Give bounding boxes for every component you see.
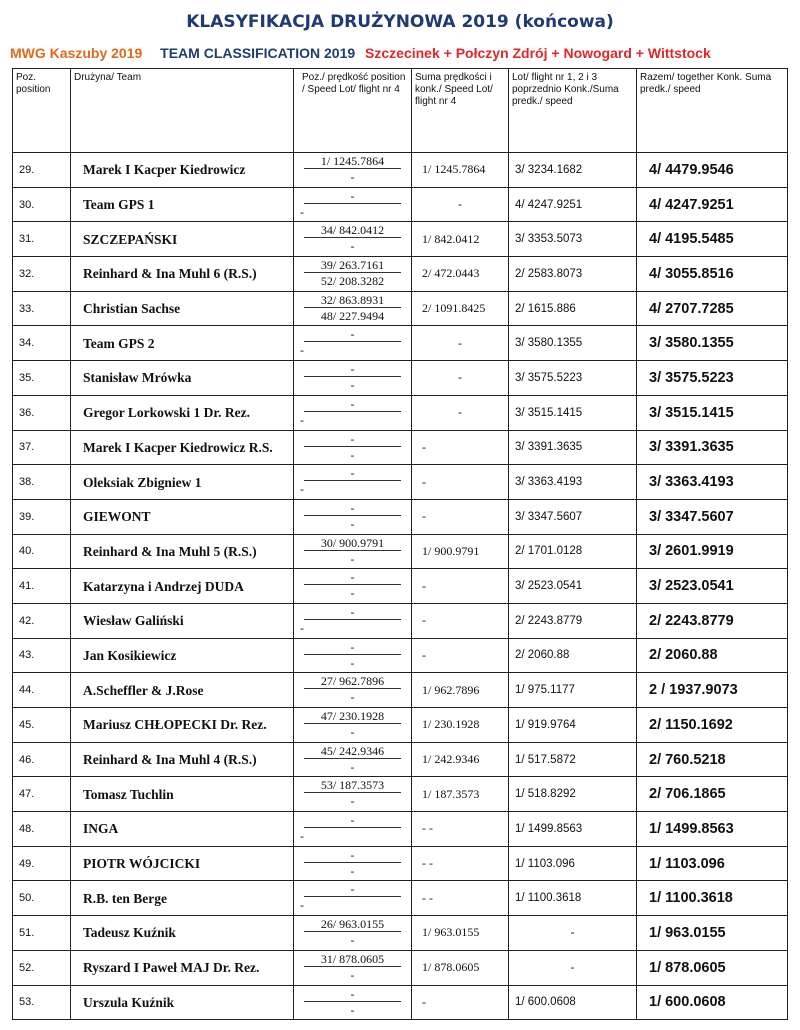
row-flight4-second-entry: - <box>350 690 355 705</box>
row-flight4-sum: - <box>412 187 509 222</box>
row-flight4-cell <box>294 291 412 326</box>
subtitle-event: MWG Kaszuby 2019 <box>10 45 143 61</box>
row-flight4-first-entry: - <box>304 361 401 377</box>
row-position: 35. <box>13 361 71 396</box>
table-row <box>13 846 788 881</box>
row-flight4-sum: - <box>412 499 509 534</box>
row-flight4-first-entry: - <box>304 465 401 481</box>
row-flight4-first-entry: 47/ 230.1928 <box>304 708 401 724</box>
row-total: 1/ 1499.8563 <box>637 812 788 847</box>
row-total: 3/ 3515.1415 <box>637 395 788 430</box>
row-flight4-first-entry: - <box>304 396 401 412</box>
row-flight4-cell <box>294 638 412 673</box>
row-position: 34. <box>13 326 71 361</box>
row-flight4-first-entry: 34/ 842.0412 <box>304 222 401 238</box>
table-row <box>13 638 788 673</box>
table-row <box>13 742 788 777</box>
row-previous-flights: 2/ 1615.886 <box>509 291 637 326</box>
row-flight4-cell <box>294 916 412 951</box>
row-previous-flights: 3/ 3515.1415 <box>509 395 637 430</box>
row-flight4-second-entry: - <box>350 586 355 601</box>
row-team-name: INGA <box>71 812 294 847</box>
row-total: 3/ 3363.4193 <box>637 465 788 500</box>
row-previous-flights: - <box>509 950 637 985</box>
row-flight4-cell <box>294 326 412 361</box>
table-row <box>13 985 788 1020</box>
row-flight4-cell <box>294 499 412 534</box>
row-position: 30. <box>13 187 71 222</box>
row-flight4-second-entry: - <box>350 655 355 670</box>
row-flight4-sum: - <box>412 361 509 396</box>
row-position: 48. <box>13 812 71 847</box>
row-total: 4/ 4479.9546 <box>637 153 788 188</box>
row-flight4-sum: 1/ 1245.7864 <box>412 153 509 188</box>
row-total: 3/ 3391.3635 <box>637 430 788 465</box>
row-team-name: PIOTR WÓJCICKI <box>71 846 294 881</box>
row-total: 2/ 2243.8779 <box>637 603 788 638</box>
row-flight4-first-entry: 27/ 962.7896 <box>304 673 401 689</box>
row-flight4-second-entry: - <box>300 204 304 219</box>
row-flight4-cell <box>294 187 412 222</box>
row-flight4-sum: - <box>412 603 509 638</box>
row-previous-flights: 1/ 600.0608 <box>509 985 637 1020</box>
row-flight4-cell <box>294 465 412 500</box>
row-position: 37. <box>13 430 71 465</box>
row-position: 51. <box>13 916 71 951</box>
row-flight4-second-entry: - <box>350 933 355 948</box>
row-previous-flights: - <box>509 916 637 951</box>
table-row <box>13 777 788 812</box>
row-total: 1/ 600.0608 <box>637 985 788 1020</box>
header-total: Razem/ together Konk. Suma predk./ speed <box>637 69 788 153</box>
row-flight4-first-entry: - <box>304 500 401 516</box>
table-row <box>13 673 788 708</box>
header-flight4-sum: Suma prędkości i konk./ Speed Lot/ flight nr 4 <box>412 69 509 153</box>
row-position: 39. <box>13 499 71 534</box>
row-team-name: Tomasz Tuchlin <box>71 777 294 812</box>
row-position: 47. <box>13 777 71 812</box>
row-team-name: GIEWONT <box>71 499 294 534</box>
row-flight4-cell <box>294 222 412 257</box>
row-flight4-second-entry: - <box>300 343 304 358</box>
row-position: 50. <box>13 881 71 916</box>
row-flight4-first-entry: - <box>304 986 401 1002</box>
row-position: 32. <box>13 257 71 292</box>
row-flight4-second-entry: - <box>350 378 355 393</box>
row-team-name: Team GPS 1 <box>71 187 294 222</box>
document-title: KLASYFIKACJA DRUŻYNOWA 2019 (końcowa) <box>186 12 614 32</box>
row-flight4-cell <box>294 603 412 638</box>
row-flight4-first-entry: 30/ 900.9791 <box>304 535 401 551</box>
subtitle-classification: TEAM CLASSIFICATION 2019 <box>160 45 356 61</box>
row-flight4-sum: - - <box>412 881 509 916</box>
row-position: 40. <box>13 534 71 569</box>
row-team-name: Katarzyna i Andrzej DUDA <box>71 569 294 604</box>
row-flight4-sum: - <box>412 430 509 465</box>
row-team-name: Mariusz CHŁOPECKI Dr. Rez. <box>71 708 294 743</box>
row-previous-flights: 1/ 518.8292 <box>509 777 637 812</box>
row-total: 1/ 963.0155 <box>637 916 788 951</box>
row-position: 52. <box>13 950 71 985</box>
table-row <box>13 534 788 569</box>
row-flight4-first-entry: - <box>304 431 401 447</box>
row-flight4-sum: 1/ 963.0155 <box>412 916 509 951</box>
row-flight4-sum: 1/ 900.9791 <box>412 534 509 569</box>
table-row <box>13 603 788 638</box>
row-team-name: Reinhard & Ina Muhl 4 (R.S.) <box>71 742 294 777</box>
row-flight4-first-entry: - <box>304 847 401 863</box>
row-previous-flights: 2/ 2060.88 <box>509 638 637 673</box>
row-total: 1/ 1103.096 <box>637 846 788 881</box>
row-flight4-cell <box>294 985 412 1020</box>
row-flight4-second-entry: 52/ 208.3282 <box>320 274 385 289</box>
row-flight4-cell <box>294 395 412 430</box>
row-team-name: Urszula Kuźnik <box>71 985 294 1020</box>
row-flight4-cell <box>294 950 412 985</box>
row-flight4-sum: 1/ 878.0605 <box>412 950 509 985</box>
row-flight4-sum: 1/ 187.3573 <box>412 777 509 812</box>
row-flight4-first-entry: - <box>304 326 401 342</box>
row-total: 3/ 3347.5607 <box>637 499 788 534</box>
row-previous-flights: 4/ 4247.9251 <box>509 187 637 222</box>
row-flight4-second-entry: - <box>350 794 355 809</box>
row-team-name: Marek I Kacper Kiedrowicz R.S. <box>71 430 294 465</box>
row-flight4-second-entry: - <box>300 829 304 844</box>
row-previous-flights: 2/ 1701.0128 <box>509 534 637 569</box>
row-total: 3/ 3580.1355 <box>637 326 788 361</box>
row-flight4-cell <box>294 534 412 569</box>
row-flight4-cell <box>294 673 412 708</box>
row-flight4-first-entry: - <box>304 639 401 655</box>
row-flight4-cell <box>294 153 412 188</box>
row-previous-flights: 1/ 1103.096 <box>509 846 637 881</box>
row-previous-flights: 3/ 3347.5607 <box>509 499 637 534</box>
row-flight4-second-entry: - <box>300 482 304 497</box>
row-total: 3/ 3575.5223 <box>637 361 788 396</box>
table-row <box>13 881 788 916</box>
row-total: 3/ 2523.0541 <box>637 569 788 604</box>
row-flight4-cell <box>294 777 412 812</box>
row-flight4-sum: 1/ 242.9346 <box>412 742 509 777</box>
row-flight4-sum: 2/ 1091.8425 <box>412 291 509 326</box>
row-flight4-cell <box>294 846 412 881</box>
row-position: 31. <box>13 222 71 257</box>
row-position: 49. <box>13 846 71 881</box>
row-flight4-first-entry: - <box>304 604 401 620</box>
row-flight4-sum: 1/ 962.7896 <box>412 673 509 708</box>
table-row <box>13 153 788 188</box>
row-flight4-sum: 1/ 842.0412 <box>412 222 509 257</box>
table-row <box>13 916 788 951</box>
row-flight4-cell <box>294 708 412 743</box>
row-position: 45. <box>13 708 71 743</box>
row-total: 2/ 760.5218 <box>637 742 788 777</box>
table-row <box>13 499 788 534</box>
row-total: 4/ 4247.9251 <box>637 187 788 222</box>
row-previous-flights: 1/ 517.5872 <box>509 742 637 777</box>
row-flight4-sum: - <box>412 985 509 1020</box>
row-total: 1/ 878.0605 <box>637 950 788 985</box>
row-previous-flights: 1/ 919.9764 <box>509 708 637 743</box>
row-flight4-second-entry: - <box>350 1002 355 1017</box>
row-team-name: Christian Sachse <box>71 291 294 326</box>
row-flight4-second-entry: - <box>350 759 355 774</box>
row-flight4-cell <box>294 812 412 847</box>
classification-table <box>12 68 788 1020</box>
header-previous-flights: Lot/ flight nr 1, 2 i 3 poprzednio Konk./Suma predk./ speed <box>509 69 637 153</box>
row-flight4-sum: - - <box>412 846 509 881</box>
row-previous-flights: 3/ 3353.5073 <box>509 222 637 257</box>
row-flight4-cell <box>294 881 412 916</box>
row-team-name: Gregor Lorkowski 1 Dr. Rez. <box>71 395 294 430</box>
row-previous-flights: 3/ 2523.0541 <box>509 569 637 604</box>
header-position: Poz. position <box>13 69 71 153</box>
row-previous-flights: 2/ 2243.8779 <box>509 603 637 638</box>
row-position: 53. <box>13 985 71 1020</box>
row-flight4-second-entry: - <box>300 898 304 913</box>
document-subtitle <box>10 45 790 61</box>
row-total: 2/ 2060.88 <box>637 638 788 673</box>
row-flight4-cell <box>294 257 412 292</box>
row-previous-flights: 1/ 1100.3618 <box>509 881 637 916</box>
row-total: 3/ 2601.9919 <box>637 534 788 569</box>
row-flight4-first-entry: 53/ 187.3573 <box>304 777 401 793</box>
row-flight4-sum: - <box>412 638 509 673</box>
table-header-row <box>13 69 788 153</box>
table-row <box>13 430 788 465</box>
subtitle-locations: Szczecinek + Połczyn Zdrój + Nowogard + Wittstock <box>365 45 711 61</box>
row-flight4-sum: - <box>412 395 509 430</box>
row-flight4-first-entry: - <box>304 812 401 828</box>
row-team-name: R.B. ten Berge <box>71 881 294 916</box>
row-flight4-first-entry: - <box>304 188 401 204</box>
row-flight4-second-entry: - <box>300 412 304 427</box>
row-flight4-cell <box>294 569 412 604</box>
row-total: 2/ 1150.1692 <box>637 708 788 743</box>
row-flight4-second-entry: - <box>350 516 355 531</box>
row-flight4-sum: - <box>412 326 509 361</box>
row-flight4-first-entry: 31/ 878.0605 <box>304 951 401 967</box>
row-team-name: Tadeusz Kuźnik <box>71 916 294 951</box>
row-position: 29. <box>13 153 71 188</box>
row-flight4-second-entry: - <box>350 863 355 878</box>
row-total: 4/ 4195.5485 <box>637 222 788 257</box>
row-team-name: Oleksiak Zbigniew 1 <box>71 465 294 500</box>
row-previous-flights: 3/ 3575.5223 <box>509 361 637 396</box>
row-flight4-first-entry: 45/ 242.9346 <box>304 743 401 759</box>
row-flight4-sum: - <box>412 569 509 604</box>
row-flight4-second-entry: - <box>350 551 355 566</box>
row-flight4-second-entry: - <box>350 170 355 184</box>
table-row <box>13 465 788 500</box>
row-flight4-sum: - <box>412 465 509 500</box>
row-total: 1/ 1100.3618 <box>637 881 788 916</box>
row-flight4-sum: 2/ 472.0443 <box>412 257 509 292</box>
row-total: 4/ 2707.7285 <box>637 291 788 326</box>
row-flight4-first-entry: 26/ 963.0155 <box>304 916 401 932</box>
row-flight4-second-entry: - <box>350 725 355 739</box>
row-total: 4/ 3055.8516 <box>637 257 788 292</box>
table-row <box>13 326 788 361</box>
row-position: 42. <box>13 603 71 638</box>
row-team-name: Marek I Kacper Kiedrowicz <box>71 153 294 188</box>
table-row <box>13 291 788 326</box>
row-team-name: Reinhard & Ina Muhl 5 (R.S.) <box>71 534 294 569</box>
row-team-name: Jan Kosikiewicz <box>71 638 294 673</box>
row-team-name: Wiesław Galiński <box>71 603 294 638</box>
table-row <box>13 812 788 847</box>
row-previous-flights: 2/ 2583.8073 <box>509 257 637 292</box>
row-position: 33. <box>13 291 71 326</box>
row-flight4-first-entry: - <box>304 569 401 585</box>
row-position: 41. <box>13 569 71 604</box>
row-team-name: Ryszard I Paweł MAJ Dr. Rez. <box>71 950 294 985</box>
row-flight4-second-entry: - <box>350 447 355 462</box>
table-row <box>13 187 788 222</box>
row-total: 2/ 706.1865 <box>637 777 788 812</box>
row-team-name: Stanisław Mrówka <box>71 361 294 396</box>
row-team-name: SZCZEPAŃSKI <box>71 222 294 257</box>
row-position: 36. <box>13 395 71 430</box>
table-row <box>13 950 788 985</box>
table-row <box>13 361 788 396</box>
row-flight4-cell <box>294 361 412 396</box>
header-team: Drużyna/ Team <box>71 69 294 153</box>
row-team-name: A.Scheffler & J.Rose <box>71 673 294 708</box>
row-flight4-cell <box>294 430 412 465</box>
row-flight4-second-entry: - <box>350 239 355 254</box>
row-flight4-sum: - - <box>412 812 509 847</box>
table-row <box>13 222 788 257</box>
row-total: 2 / 1937.9073 <box>637 673 788 708</box>
row-previous-flights: 3/ 3234.1682 <box>509 153 637 188</box>
row-previous-flights: 1/ 975.1177 <box>509 673 637 708</box>
row-position: 46. <box>13 742 71 777</box>
row-flight4-cell <box>294 742 412 777</box>
row-flight4-first-entry: 32/ 863.8931 <box>304 292 401 308</box>
header-flight4-position-speed: Poz./ prędkość position / Speed Lot/ flight nr 4 <box>294 69 412 153</box>
row-position: 38. <box>13 465 71 500</box>
table-row <box>13 395 788 430</box>
row-team-name: Team GPS 2 <box>71 326 294 361</box>
row-flight4-first-entry: 1/ 1245.7864 <box>304 153 401 169</box>
row-flight4-second-entry: - <box>350 967 355 982</box>
table-row <box>13 569 788 604</box>
table-row <box>13 708 788 743</box>
row-previous-flights: 3/ 3363.4193 <box>509 465 637 500</box>
row-flight4-first-entry: - <box>304 881 401 897</box>
row-flight4-second-entry: - <box>300 620 304 635</box>
row-position: 43. <box>13 638 71 673</box>
row-flight4-sum: 1/ 230.1928 <box>412 708 509 743</box>
row-previous-flights: 3/ 3580.1355 <box>509 326 637 361</box>
table-row <box>13 257 788 292</box>
row-flight4-second-entry: 48/ 227.9494 <box>320 308 385 323</box>
row-previous-flights: 1/ 1499.8563 <box>509 812 637 847</box>
row-team-name: Reinhard & Ina Muhl 6 (R.S.) <box>71 257 294 292</box>
row-flight4-first-entry: 39/ 263.7161 <box>304 257 401 273</box>
row-previous-flights: 3/ 3391.3635 <box>509 430 637 465</box>
row-position: 44. <box>13 673 71 708</box>
